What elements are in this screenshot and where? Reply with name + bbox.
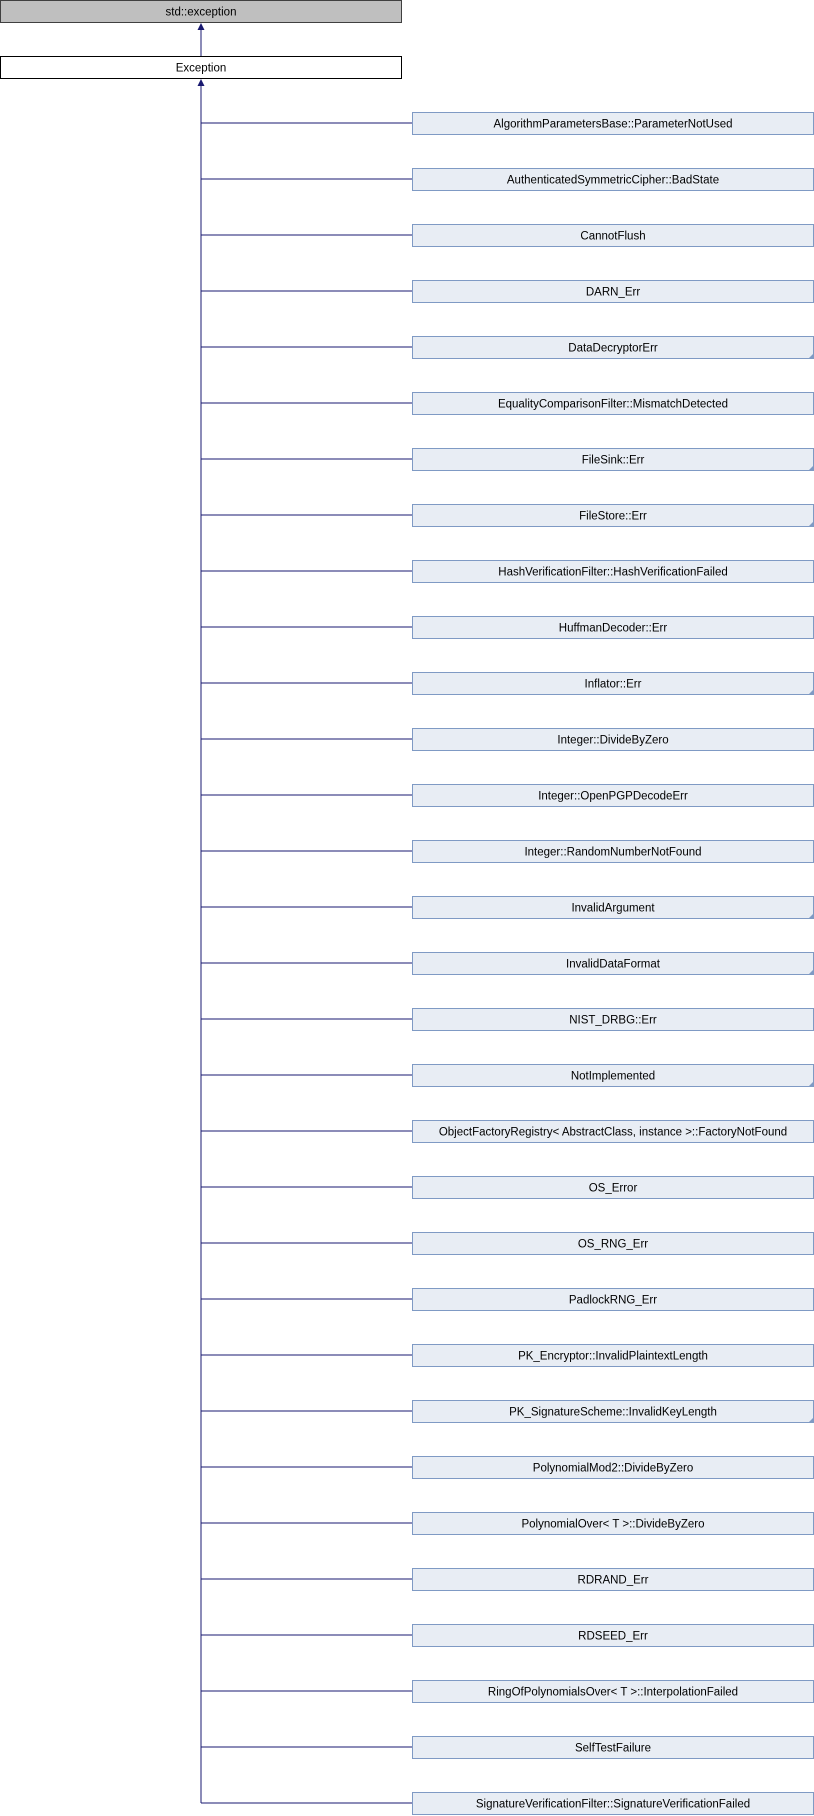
inheritance-arrowhead xyxy=(198,79,205,86)
derived-class-label: InvalidDataFormat xyxy=(566,958,660,971)
derived-class-node[interactable] xyxy=(201,561,814,583)
derived-class-label: AuthenticatedSymmetricCipher::BadState xyxy=(506,174,720,187)
derived-class-label: ObjectFactoryRegistry< AbstractClass, instance >::FactoryNotFound xyxy=(438,1126,788,1139)
derived-class-label: DARN_Err xyxy=(585,286,641,299)
derived-class-label: NIST_DRBG::Err xyxy=(569,1014,657,1027)
derived-class-label: NotImplemented xyxy=(570,1070,656,1083)
derived-class-node[interactable] xyxy=(201,1065,814,1087)
derived-class-label: InvalidArgument xyxy=(571,902,655,915)
derived-class-label: RDSEED_Err xyxy=(578,1630,648,1643)
derived-class-node[interactable] xyxy=(201,113,814,135)
derived-class-list xyxy=(201,113,814,1815)
edge-base-to-root xyxy=(198,23,205,56)
derived-class-label: Inflator::Err xyxy=(584,678,642,691)
derived-class-node[interactable] xyxy=(201,1625,814,1647)
derived-class-node[interactable] xyxy=(201,1009,814,1031)
derived-class-label: HashVerificationFilter::HashVerificationFailed xyxy=(498,566,728,579)
base-node[interactable] xyxy=(1,57,402,79)
derived-class-node[interactable] xyxy=(201,169,814,191)
derived-class-label: Integer::DivideByZero xyxy=(557,734,669,747)
derived-class-label: FileStore::Err xyxy=(579,510,647,523)
derived-class-node[interactable] xyxy=(201,1793,814,1815)
derived-class-node[interactable] xyxy=(201,841,814,863)
derived-class-label: Integer::RandomNumberNotFound xyxy=(524,846,702,859)
derived-class-node[interactable] xyxy=(201,785,814,807)
derived-class-label: DataDecryptorErr xyxy=(568,342,658,355)
derived-class-node[interactable] xyxy=(201,729,814,751)
derived-class-label: PK_Encryptor::InvalidPlaintextLength xyxy=(518,1350,708,1363)
derived-class-label: EqualityComparisonFilter::MismatchDetected xyxy=(497,398,729,411)
derived-class-node[interactable] xyxy=(201,393,814,415)
derived-class-node[interactable] xyxy=(201,673,814,695)
root-node[interactable] xyxy=(1,1,402,23)
base-node-label: Exception xyxy=(175,62,227,75)
derived-class-label: RingOfPolynomialsOver< T >::InterpolationFailed xyxy=(487,1686,739,1699)
derived-class-node[interactable] xyxy=(201,281,814,303)
derived-class-node[interactable] xyxy=(201,449,814,471)
derived-class-node[interactable] xyxy=(201,1737,814,1759)
derived-class-label: FileSink::Err xyxy=(581,454,645,467)
derived-class-label: SelfTestFailure xyxy=(574,1742,652,1755)
derived-class-label: HuffmanDecoder::Err xyxy=(558,622,668,635)
derived-class-node[interactable] xyxy=(201,1569,814,1591)
derived-class-node[interactable] xyxy=(201,1233,814,1255)
derived-class-node[interactable] xyxy=(201,1289,814,1311)
derived-class-label: PolynomialOver< T >::DivideByZero xyxy=(521,1518,705,1531)
derived-class-node[interactable] xyxy=(201,953,814,975)
derived-class-label: SignatureVerificationFilter::SignatureVerificationFailed xyxy=(475,1798,751,1811)
derived-class-label: CannotFlush xyxy=(580,230,646,243)
derived-class-label: PK_SignatureScheme::InvalidKeyLength xyxy=(509,1406,717,1419)
derived-class-node[interactable] xyxy=(201,1513,814,1535)
derived-class-node[interactable] xyxy=(201,225,814,247)
derived-class-node[interactable] xyxy=(201,1121,814,1143)
derived-class-node[interactable] xyxy=(201,1401,814,1423)
inheritance-trunk xyxy=(198,79,205,1803)
root-node-label: std::exception xyxy=(165,6,237,19)
derived-class-node[interactable] xyxy=(201,897,814,919)
derived-class-label: AlgorithmParametersBase::ParameterNotUsed xyxy=(493,118,733,131)
inheritance-arrowhead xyxy=(198,23,205,30)
derived-class-label: PolynomialMod2::DivideByZero xyxy=(532,1462,694,1475)
derived-class-node[interactable] xyxy=(201,1177,814,1199)
derived-class-node[interactable] xyxy=(201,1345,814,1367)
derived-class-node[interactable] xyxy=(201,337,814,359)
derived-class-label: RDRAND_Err xyxy=(577,1574,649,1587)
derived-class-node[interactable] xyxy=(201,1681,814,1703)
derived-class-label: OS_RNG_Err xyxy=(577,1238,649,1251)
derived-class-node[interactable] xyxy=(201,617,814,639)
derived-class-node[interactable] xyxy=(201,1457,814,1479)
derived-class-label: Integer::OpenPGPDecodeErr xyxy=(538,790,688,803)
derived-class-label: OS_Error xyxy=(588,1182,638,1195)
derived-class-label: PadlockRNG_Err xyxy=(568,1294,658,1307)
derived-class-node[interactable] xyxy=(201,505,814,527)
